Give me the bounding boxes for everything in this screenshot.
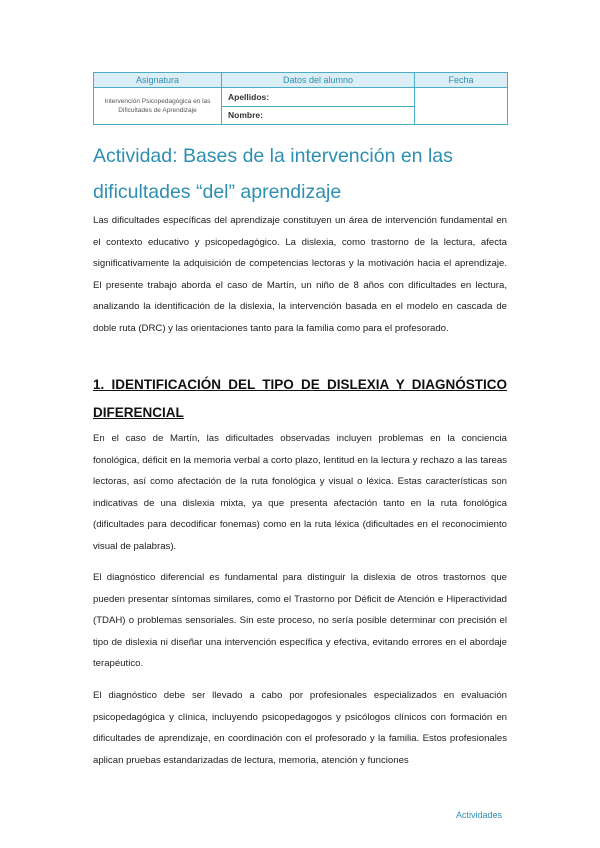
header-student-heading: Datos del alumno	[222, 73, 415, 88]
name-label: Nombre:	[222, 106, 415, 125]
header-subject-heading: Asignatura	[94, 73, 222, 88]
date-value	[415, 88, 508, 125]
surname-label: Apellidos:	[222, 88, 415, 107]
header-table	[93, 72, 508, 125]
subject-value: Intervención Psicopedagógica en las Dificultades de Aprendizaje	[94, 88, 222, 125]
footer-label: Actividades	[456, 810, 503, 820]
section-heading: 1. IDENTIFICACIÓN DEL TIPO DE DISLEXIA Y DIAGNÓSTICO DIFERENCIAL	[93, 377, 507, 420]
intro-paragraph: Las dificultades específicas del aprendizaje constituyen un área de intervención fundamental en el contexto educativo y psicopedagógico. La dislexia, como trastorno de la lectura, afecta significativamente la adquisición de competencias lectoras y la motivación hacia el aprendizaje. El presente trabajo aborda el caso de Martín, un niño de 8 años con dificultades en lectura, analizando la identificación de la dislexia, la intervención basada en el modelo en cascada de doble ruta (DRC) y las orientaciones tanto para la familia como para el profesorado.	[93, 215, 507, 334]
section-paragraph-1: En el caso de Martín, las dificultades observadas incluyen problemas en la conciencia fonológica, déficit en la memoria verbal a corto plazo, lentitud en la lectura y rechazo a las tareas lectoras, así como afectación de la ruta fonológica y visual o léxica. Estas características son indicativas de una dislexia mixta, ya que presenta afectación tanto en la ruta fonológica (dificultades para decodificar fonemas) como en la ruta léxica (dificultades en el reconocimiento visual de palabras).	[93, 433, 507, 552]
section-paragraph-2: El diagnóstico diferencial es fundamental para distinguir la dislexia de otros trastornos que pueden presentar síntomas similares, como el Trastorno por Déficit de Atención e Hiperactividad (TDAH) o problemas sensoriales. Sin este proceso, no sería posible determinar con precisión el tipo de dislexia ni diseñar una intervención específica y efectiva, evitando errores en el abordaje terapéutico.	[93, 572, 507, 669]
section-paragraph-3: El diagnóstico debe ser llevado a cabo por profesionales especializados en evaluación psicopedagógica y clínica, incluyendo psicopedagogos y psicólogos clínicos con formación en dificultades de aprendizaje, en coordinación con el profesorado y la familia. Estos profesionales aplican pruebas estandarizadas de lectura, memoria, atención y funciones	[93, 690, 507, 766]
page-title: Actividad: Bases de la intervención en las dificultades “del” aprendizaje	[93, 145, 453, 203]
header-date-heading: Fecha	[415, 73, 508, 88]
